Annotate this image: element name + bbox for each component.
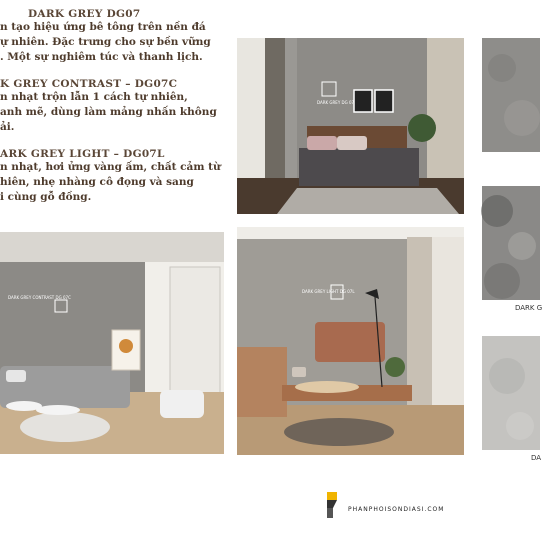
section-heading: ARK GREY LIGHT – DG07L [0,148,165,160]
section-heading: DARK GREY DG07 [28,8,141,20]
lounge-photo [237,227,464,455]
section-line: anh mẽ, dùng làm mảng nhấn không [0,106,217,118]
section-heading: K GREY CONTRAST – DG07C [0,78,178,90]
section-line: n nhạt, hơi ửng vàng ấm, chất cảm từ [0,161,221,173]
swatch-dg07 [482,38,540,152]
swatch-texture [482,38,540,152]
section-line: . Một sự nghiêm túc và thanh lịch. [0,51,203,63]
section-dg07 [0,8,211,65]
section-line: ự nhiên. Đặc trưng cho sự bền vững [0,36,211,48]
swatch-caption: DA [531,454,542,462]
living-tag: DARK GREY CONTRAST DG 07C [8,295,71,300]
section-line: hiên, nhẹ nhàng cô đọng và sang [0,176,194,188]
section-line: ải. [0,121,15,133]
section-line: n tạo hiệu ứng bê tông trên nền đá [0,21,206,33]
bedroom-tag: DARK GREY DG 07 [317,100,355,105]
living-room-photo [0,232,224,454]
brand-logo-icon [323,490,343,520]
brand-logo-text: PHANPHOISONDIASI.COM [348,506,445,513]
bedroom-illustration [237,38,464,214]
bedroom-photo [237,38,464,214]
swatch-dg07c [482,186,540,300]
swatch-dg07l [482,336,540,450]
swatch-caption: DARK G [515,304,542,312]
lounge-tag: DARK GREY LIGHT DG 07L [302,289,355,294]
lounge-illustration [237,227,464,455]
section-dg07c [0,78,217,135]
swatch-texture [482,186,540,300]
living-room-illustration [0,232,224,454]
section-line: n nhạt trộn lẫn 1 cách tự nhiên, [0,91,188,103]
swatch-texture [482,336,540,450]
section-dg07l [0,148,221,205]
section-line: i cùng gỗ đồng. [0,191,92,203]
